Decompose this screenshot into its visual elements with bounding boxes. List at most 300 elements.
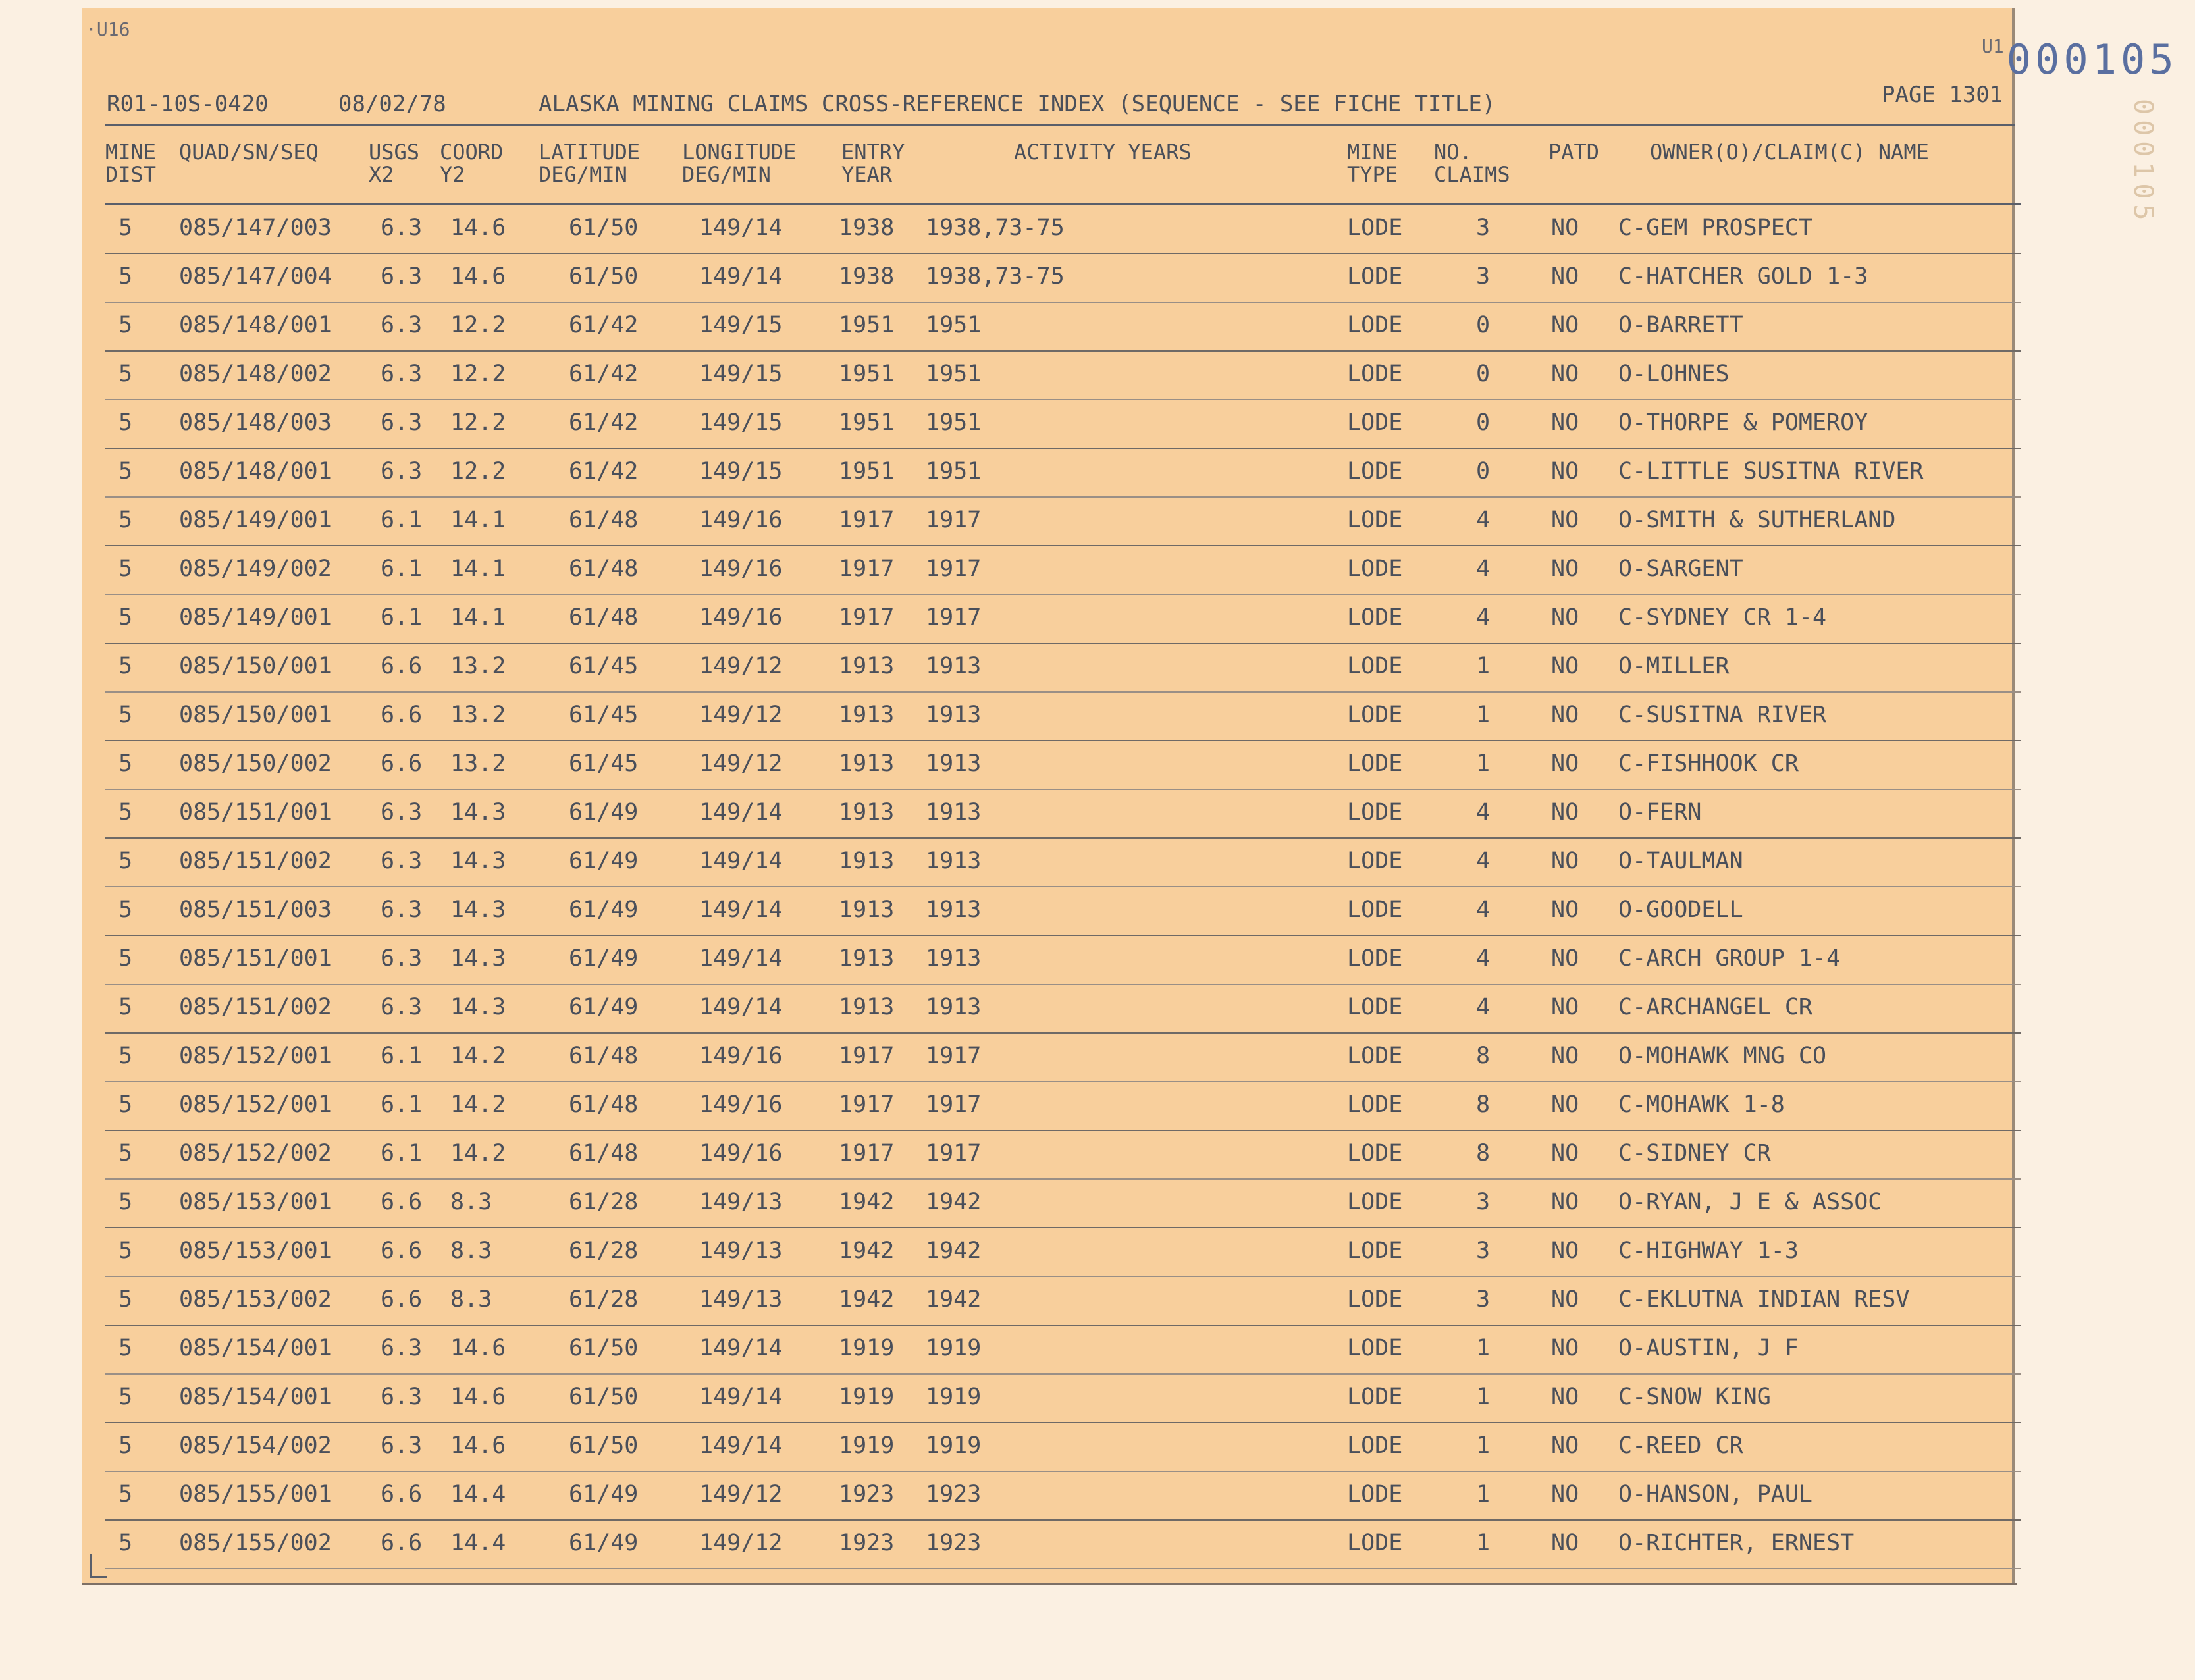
table-row xyxy=(0,498,2195,546)
cell-claims: 1 xyxy=(1476,1335,1491,1361)
cell-lon: 149/15 xyxy=(699,458,783,485)
col-header-mine-dist xyxy=(105,141,156,186)
cell-dist: 5 xyxy=(119,1043,133,1069)
cell-patd: NO xyxy=(1551,1091,1579,1118)
cell-name: C-LITTLE SUSITNA RIVER xyxy=(1618,458,1924,485)
table-row xyxy=(0,693,2195,741)
cell-lat: 61/49 xyxy=(569,1530,639,1556)
cell-lat: 61/48 xyxy=(569,1140,639,1167)
cell-dist: 5 xyxy=(119,1530,133,1556)
cell-lon: 149/13 xyxy=(699,1238,783,1264)
cell-activity: 1923 xyxy=(926,1530,982,1556)
cell-type: LODE xyxy=(1347,1189,1403,1215)
cell-dist: 5 xyxy=(119,409,133,436)
col-header-line: DEG/MIN xyxy=(539,162,627,187)
cell-lat: 61/49 xyxy=(569,848,639,874)
cell-name: O-AUSTIN, J F xyxy=(1618,1335,1799,1361)
cell-patd: NO xyxy=(1551,750,1579,777)
frame-number-value: 000105 xyxy=(2006,36,2178,84)
cell-lat: 61/48 xyxy=(569,604,639,631)
cell-y2: 14.3 xyxy=(450,799,506,826)
cell-patd: NO xyxy=(1551,1481,1579,1508)
cell-entry: 1917 xyxy=(839,556,895,582)
cell-lon: 149/12 xyxy=(699,653,783,679)
cell-entry: 1913 xyxy=(839,750,895,777)
cell-activity: 1951 xyxy=(926,409,982,436)
cell-lon: 149/15 xyxy=(699,312,783,338)
cell-type: LODE xyxy=(1347,1335,1403,1361)
cell-activity: 1913 xyxy=(926,848,982,874)
table-row xyxy=(0,887,2195,936)
cell-activity: 1917 xyxy=(926,507,982,533)
cell-x2: 6.3 xyxy=(381,994,423,1020)
table-row xyxy=(0,400,2195,449)
cell-type: LODE xyxy=(1347,507,1403,533)
cell-patd: NO xyxy=(1551,1286,1579,1313)
cell-x2: 6.3 xyxy=(381,312,423,338)
cell-claims: 1 xyxy=(1476,1432,1491,1459)
cell-claims: 3 xyxy=(1476,215,1491,241)
cell-claims: 4 xyxy=(1476,848,1491,874)
cell-lon: 149/14 xyxy=(699,945,783,972)
cell-dist: 5 xyxy=(119,945,133,972)
cell-x2: 6.3 xyxy=(381,1384,423,1410)
cell-x2: 6.3 xyxy=(381,361,423,387)
cell-lat: 61/42 xyxy=(569,458,639,485)
cell-x2: 6.3 xyxy=(381,945,423,972)
table-row xyxy=(0,936,2195,985)
cell-activity: 1942 xyxy=(926,1189,982,1215)
table-row xyxy=(0,1326,2195,1375)
cell-type: LODE xyxy=(1347,361,1403,387)
cell-quad: 085/148/001 xyxy=(179,458,332,485)
table-row xyxy=(0,1034,2195,1082)
cell-y2: 14.6 xyxy=(450,1432,506,1459)
cell-y2: 12.2 xyxy=(450,409,506,436)
card-bottom-edge xyxy=(82,1583,2017,1585)
cell-entry: 1942 xyxy=(839,1286,895,1313)
cell-y2: 14.6 xyxy=(450,1384,506,1410)
cell-activity: 1923 xyxy=(926,1481,982,1508)
table-row xyxy=(0,303,2195,352)
cell-y2: 12.2 xyxy=(450,361,506,387)
col-header-line: QUAD/SN/SEQ xyxy=(179,140,319,165)
cell-lon: 149/14 xyxy=(699,1384,783,1410)
frame-number xyxy=(1982,36,2178,84)
cell-dist: 5 xyxy=(119,1335,133,1361)
cell-lat: 61/45 xyxy=(569,750,639,777)
row-rule xyxy=(105,1568,2021,1569)
cell-y2: 14.3 xyxy=(450,848,506,874)
cell-x2: 6.6 xyxy=(381,1189,423,1215)
cell-lon: 149/14 xyxy=(699,848,783,874)
cell-entry: 1917 xyxy=(839,507,895,533)
frame-prefix: U1 xyxy=(1982,36,2004,57)
cell-claims: 4 xyxy=(1476,604,1491,631)
table-row xyxy=(0,595,2195,644)
cell-type: LODE xyxy=(1347,1384,1403,1410)
cell-dist: 5 xyxy=(119,556,133,582)
col-header-line: OWNER(O)/CLAIM(C) NAME xyxy=(1650,140,1929,165)
cell-x2: 6.6 xyxy=(381,702,423,728)
cell-x2: 6.6 xyxy=(381,750,423,777)
cell-lat: 61/28 xyxy=(569,1286,639,1313)
cell-x2: 6.3 xyxy=(381,848,423,874)
cell-y2: 14.6 xyxy=(450,215,506,241)
cell-lon: 149/16 xyxy=(699,556,783,582)
col-header-line: NO. xyxy=(1434,140,1472,165)
col-header-line: ACTIVITY YEARS xyxy=(1014,140,1192,165)
cell-name: C-SNOW KING xyxy=(1618,1384,1771,1410)
cell-patd: NO xyxy=(1551,653,1579,679)
col-header-line: Y2 xyxy=(440,162,465,187)
cell-lat: 61/49 xyxy=(569,897,639,923)
cell-y2: 8.3 xyxy=(450,1286,492,1313)
cell-x2: 6.3 xyxy=(381,215,423,241)
cell-name: O-SMITH & SUTHERLAND xyxy=(1618,507,1896,533)
cell-dist: 5 xyxy=(119,263,133,290)
cell-y2: 12.2 xyxy=(450,312,506,338)
col-header-patd xyxy=(1548,141,1599,163)
cell-entry: 1919 xyxy=(839,1335,895,1361)
cell-lon: 149/13 xyxy=(699,1189,783,1215)
cell-y2: 8.3 xyxy=(450,1238,492,1264)
cell-type: LODE xyxy=(1347,799,1403,826)
cell-type: LODE xyxy=(1347,848,1403,874)
cell-entry: 1942 xyxy=(839,1189,895,1215)
cell-entry: 1951 xyxy=(839,409,895,436)
cell-type: LODE xyxy=(1347,1530,1403,1556)
cell-lon: 149/16 xyxy=(699,1140,783,1167)
cell-dist: 5 xyxy=(119,604,133,631)
cell-y2: 13.2 xyxy=(450,653,506,679)
cell-patd: NO xyxy=(1551,312,1579,338)
cell-claims: 4 xyxy=(1476,897,1491,923)
cell-patd: NO xyxy=(1551,1140,1579,1167)
cell-name: C-HATCHER GOLD 1-3 xyxy=(1618,263,1868,290)
cell-activity: 1942 xyxy=(926,1286,982,1313)
cell-lat: 61/48 xyxy=(569,1091,639,1118)
table-row xyxy=(0,1082,2195,1131)
cell-patd: NO xyxy=(1551,1335,1579,1361)
col-header-usgs-x2 xyxy=(369,141,419,186)
cell-name: C-GEM PROSPECT xyxy=(1618,215,1813,241)
cell-lon: 149/16 xyxy=(699,1043,783,1069)
cell-entry: 1923 xyxy=(839,1481,895,1508)
table-row xyxy=(0,1228,2195,1277)
cell-claims: 4 xyxy=(1476,799,1491,826)
cell-quad: 085/154/001 xyxy=(179,1335,332,1361)
cell-lat: 61/42 xyxy=(569,361,639,387)
col-header-no-claims xyxy=(1434,141,1510,186)
cell-quad: 085/152/002 xyxy=(179,1140,332,1167)
cell-claims: 3 xyxy=(1476,1189,1491,1215)
cell-lat: 61/49 xyxy=(569,799,639,826)
cell-quad: 085/155/001 xyxy=(179,1481,332,1508)
cell-y2: 14.2 xyxy=(450,1043,506,1069)
cell-claims: 1 xyxy=(1476,1384,1491,1410)
cell-dist: 5 xyxy=(119,653,133,679)
cell-quad: 085/153/001 xyxy=(179,1189,332,1215)
table-row xyxy=(0,1521,2195,1569)
cell-quad: 085/151/001 xyxy=(179,799,332,826)
cell-name: C-ARCHANGEL CR xyxy=(1618,994,1813,1020)
cell-patd: NO xyxy=(1551,361,1579,387)
cell-patd: NO xyxy=(1551,604,1579,631)
cell-claims: 4 xyxy=(1476,556,1491,582)
cell-dist: 5 xyxy=(119,1189,133,1215)
cell-y2: 8.3 xyxy=(450,1189,492,1215)
cell-lon: 149/14 xyxy=(699,1432,783,1459)
cell-type: LODE xyxy=(1347,1432,1403,1459)
cell-patd: NO xyxy=(1551,215,1579,241)
table-row xyxy=(0,254,2195,303)
cell-lon: 149/14 xyxy=(699,897,783,923)
cell-quad: 085/153/002 xyxy=(179,1286,332,1313)
cell-y2: 14.1 xyxy=(450,604,506,631)
report-title: ALASKA MINING CLAIMS CROSS-REFERENCE INDEX (SEQUENCE - SEE FICHE TITLE) xyxy=(539,91,1496,117)
cell-type: LODE xyxy=(1347,1481,1403,1508)
cell-activity: 1913 xyxy=(926,945,982,972)
cell-x2: 6.3 xyxy=(381,1432,423,1459)
cell-type: LODE xyxy=(1347,1286,1403,1313)
cell-entry: 1942 xyxy=(839,1238,895,1264)
cell-claims: 3 xyxy=(1476,263,1491,290)
cell-name: O-MOHAWK MNG CO xyxy=(1618,1043,1827,1069)
col-header-line: COORD xyxy=(440,140,504,165)
page-number: PAGE 1301 xyxy=(1882,82,2003,108)
bleed-through-number: 000105 xyxy=(2128,99,2158,226)
cell-entry: 1917 xyxy=(839,1140,895,1167)
cell-quad: 085/152/001 xyxy=(179,1043,332,1069)
cell-quad: 085/152/001 xyxy=(179,1091,332,1118)
cell-activity: 1938,73-75 xyxy=(926,263,1065,290)
cell-patd: NO xyxy=(1551,945,1579,972)
table-row xyxy=(0,546,2195,595)
cell-dist: 5 xyxy=(119,1286,133,1313)
cell-activity: 1917 xyxy=(926,556,982,582)
table-row xyxy=(0,644,2195,693)
cell-claims: 3 xyxy=(1476,1286,1491,1313)
table-row xyxy=(0,1472,2195,1521)
cell-lat: 61/50 xyxy=(569,215,639,241)
cell-activity: 1913 xyxy=(926,799,982,826)
cell-x2: 6.3 xyxy=(381,1335,423,1361)
cell-entry: 1913 xyxy=(839,945,895,972)
table-row xyxy=(0,839,2195,887)
cell-dist: 5 xyxy=(119,994,133,1020)
cell-x2: 6.6 xyxy=(381,653,423,679)
table-row xyxy=(0,1423,2195,1472)
cell-patd: NO xyxy=(1551,848,1579,874)
cell-name: O-GOODELL xyxy=(1618,897,1743,923)
cell-x2: 6.3 xyxy=(381,409,423,436)
cell-x2: 6.3 xyxy=(381,263,423,290)
cell-lat: 61/49 xyxy=(569,994,639,1020)
col-header-line: ENTRY xyxy=(841,140,905,165)
cell-dist: 5 xyxy=(119,361,133,387)
cell-name: O-THORPE & POMEROY xyxy=(1618,409,1868,436)
cell-claims: 1 xyxy=(1476,750,1491,777)
table-row xyxy=(0,790,2195,839)
cell-dist: 5 xyxy=(119,458,133,485)
col-header-line: TYPE xyxy=(1347,162,1398,187)
cell-name: C-SYDNEY CR 1-4 xyxy=(1618,604,1827,631)
cell-lat: 61/48 xyxy=(569,556,639,582)
cell-claims: 8 xyxy=(1476,1043,1491,1069)
cell-lat: 61/28 xyxy=(569,1189,639,1215)
cell-quad: 085/151/002 xyxy=(179,848,332,874)
col-header-quad-sn-seq xyxy=(179,141,319,163)
cell-y2: 12.2 xyxy=(450,458,506,485)
cell-lat: 61/50 xyxy=(569,1384,639,1410)
table-row xyxy=(0,352,2195,400)
table-row xyxy=(0,985,2195,1034)
cell-entry: 1913 xyxy=(839,799,895,826)
cell-activity: 1919 xyxy=(926,1432,982,1459)
cell-name: C-HIGHWAY 1-3 xyxy=(1618,1238,1799,1264)
cell-patd: NO xyxy=(1551,702,1579,728)
cell-patd: NO xyxy=(1551,409,1579,436)
cell-quad: 085/154/002 xyxy=(179,1432,332,1459)
cell-lon: 149/15 xyxy=(699,409,783,436)
cell-type: LODE xyxy=(1347,556,1403,582)
col-header-line: LONGITUDE xyxy=(682,140,797,165)
cell-claims: 0 xyxy=(1476,409,1491,436)
cell-lon: 149/16 xyxy=(699,604,783,631)
col-header-owner-claim xyxy=(1650,141,1929,163)
col-header-line: MINE xyxy=(105,140,157,165)
cell-quad: 085/155/002 xyxy=(179,1530,332,1556)
cell-claims: 4 xyxy=(1476,994,1491,1020)
cell-claims: 3 xyxy=(1476,1238,1491,1264)
cell-x2: 6.1 xyxy=(381,1091,423,1118)
cell-name: O-MILLER xyxy=(1618,653,1730,679)
cell-name: O-FERN xyxy=(1618,799,1702,826)
cell-y2: 14.2 xyxy=(450,1140,506,1167)
cell-name: C-MOHAWK 1-8 xyxy=(1618,1091,1785,1118)
cell-activity: 1951 xyxy=(926,361,982,387)
cell-dist: 5 xyxy=(119,848,133,874)
col-header-coord-y2 xyxy=(440,141,503,186)
col-header-line: CLAIMS xyxy=(1434,162,1510,187)
cell-quad: 085/154/001 xyxy=(179,1384,332,1410)
cell-type: LODE xyxy=(1347,1043,1403,1069)
cell-y2: 14.3 xyxy=(450,994,506,1020)
cell-type: LODE xyxy=(1347,653,1403,679)
cell-dist: 5 xyxy=(119,507,133,533)
cell-type: LODE xyxy=(1347,1238,1403,1264)
cell-name: C-SIDNEY CR xyxy=(1618,1140,1771,1167)
cell-y2: 14.3 xyxy=(450,897,506,923)
cell-activity: 1938,73-75 xyxy=(926,215,1065,241)
cell-activity: 1951 xyxy=(926,312,982,338)
cell-claims: 0 xyxy=(1476,458,1491,485)
column-header-rule xyxy=(105,203,2021,205)
col-header-line: DIST xyxy=(105,162,157,187)
cell-name: C-REED CR xyxy=(1618,1432,1743,1459)
cell-name: O-RYAN, J E & ASSOC xyxy=(1618,1189,1882,1215)
cell-entry: 1913 xyxy=(839,897,895,923)
cell-type: LODE xyxy=(1347,994,1403,1020)
cell-name: O-SARGENT xyxy=(1618,556,1743,582)
cell-y2: 14.1 xyxy=(450,507,506,533)
cell-x2: 6.1 xyxy=(381,604,423,631)
cell-dist: 5 xyxy=(119,1384,133,1410)
table-row xyxy=(0,1131,2195,1180)
cell-quad: 085/147/004 xyxy=(179,263,332,290)
cell-claims: 8 xyxy=(1476,1091,1491,1118)
cell-dist: 5 xyxy=(119,1091,133,1118)
cell-type: LODE xyxy=(1347,263,1403,290)
cell-lat: 61/48 xyxy=(569,507,639,533)
cell-patd: NO xyxy=(1551,507,1579,533)
cell-name: O-LOHNES xyxy=(1618,361,1730,387)
cell-activity: 1942 xyxy=(926,1238,982,1264)
cell-lat: 61/49 xyxy=(569,945,639,972)
cell-lat: 61/42 xyxy=(569,312,639,338)
cell-x2: 6.3 xyxy=(381,799,423,826)
cell-lat: 61/48 xyxy=(569,1043,639,1069)
cell-lon: 149/16 xyxy=(699,507,783,533)
table-row xyxy=(0,449,2195,498)
cell-claims: 8 xyxy=(1476,1140,1491,1167)
cell-dist: 5 xyxy=(119,215,133,241)
cell-name: O-RICHTER, ERNEST xyxy=(1618,1530,1855,1556)
cell-lat: 61/50 xyxy=(569,1335,639,1361)
cell-patd: NO xyxy=(1551,1384,1579,1410)
cell-y2: 14.6 xyxy=(450,263,506,290)
cell-quad: 085/149/001 xyxy=(179,604,332,631)
col-header-line: MINE xyxy=(1347,140,1398,165)
cell-entry: 1919 xyxy=(839,1384,895,1410)
col-header-mine-type xyxy=(1347,141,1398,186)
cell-patd: NO xyxy=(1551,799,1579,826)
cell-lon: 149/16 xyxy=(699,1091,783,1118)
table-row xyxy=(0,741,2195,790)
cell-patd: NO xyxy=(1551,263,1579,290)
cell-lon: 149/13 xyxy=(699,1286,783,1313)
cell-lat: 61/42 xyxy=(569,409,639,436)
col-header-longitude xyxy=(682,141,796,186)
cell-type: LODE xyxy=(1347,458,1403,485)
col-header-line: PATD xyxy=(1548,140,1600,165)
cell-type: LODE xyxy=(1347,409,1403,436)
cell-activity: 1913 xyxy=(926,994,982,1020)
cell-entry: 1951 xyxy=(839,361,895,387)
cell-entry: 1923 xyxy=(839,1530,895,1556)
cell-lon: 149/12 xyxy=(699,1530,783,1556)
cell-x2: 6.6 xyxy=(381,1530,423,1556)
col-header-entry-year xyxy=(841,141,905,186)
cell-lon: 149/14 xyxy=(699,1335,783,1361)
col-header-activity-years xyxy=(1014,141,1192,163)
col-header-line: YEAR xyxy=(841,162,893,187)
cell-quad: 085/148/001 xyxy=(179,312,332,338)
col-header-latitude xyxy=(539,141,640,186)
cell-entry: 1917 xyxy=(839,1091,895,1118)
header-rule xyxy=(105,124,2015,126)
cell-entry: 1913 xyxy=(839,653,895,679)
cell-entry: 1913 xyxy=(839,994,895,1020)
cell-lon: 149/15 xyxy=(699,361,783,387)
cell-name: O-HANSON, PAUL xyxy=(1618,1481,1813,1508)
cell-quad: 085/151/002 xyxy=(179,994,332,1020)
cell-y2: 14.3 xyxy=(450,945,506,972)
cell-x2: 6.3 xyxy=(381,897,423,923)
cell-name: O-BARRETT xyxy=(1618,312,1743,338)
cell-patd: NO xyxy=(1551,1189,1579,1215)
